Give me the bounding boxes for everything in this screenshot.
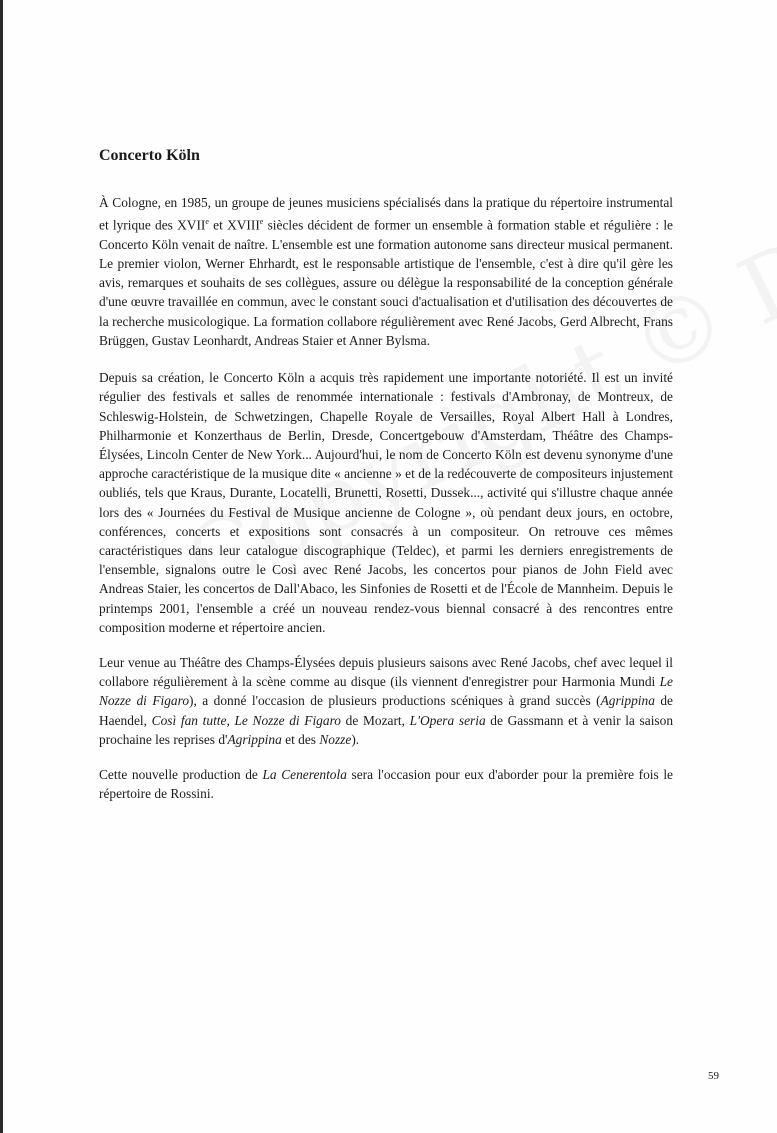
text-run: de Gassmann et à venir la saison prochaine les reprises d' xyxy=(99,712,674,747)
page-number: 59 xyxy=(708,1070,719,1082)
text-run: ), a donné l'occasion de plusieurs productions scéniques à grand succès ( xyxy=(189,693,601,709)
page-title: Concerto Köln xyxy=(99,147,200,164)
work-title: Le Nozze di Figaro xyxy=(99,674,673,709)
text-run: Depuis sa création, le Concerto Köln a acquis très rapidement une importante notoriété. Il est un invité régulier des festivals et salles de renommée internationale : festivals d'Ambronay, de Montreux, de Schleswig-Holstein, de Schwetzingen, Chapelle Royale de Versailles, Royal Albert Hall à Londres, Philharmonie et Konzerthaus de Berlin, Dresde, Concertgebouw d'Amsterdam, Théâtre des Champs-Élysées, Lincoln Center de New York... Aujourd'hui, le nom de Concerto Köln est devenu synonyme d'une approche caractéristique de la musique dite « ancienne » et de la redécouverte de compositeurs injustement oubliés, tels que Kraus, Durante, Locatelli, Brunetti, Rosetti, Dussek..., activité qui s'illustre chaque année lors des « Journées du Festival de Musique ancienne de Cologne », où pendant deux jours, en octobre, conférences, concerts et expositions sont consacrés à un compositeur. On retrouve ces mêmes caractéristiques dans leur catalogue discographique (Teldec), et parmi les derniers enregistrements de l'ensemble, signalons outre le Così avec René Jacobs, les concertos pour pianos de John Field avec Andreas Staier, les concertos de Dall'Abaco, les Sinfonies de Rosetti et de l'École de Mannheim. Depuis le printemps 2001, l'ensemble a créé un nouveau rendez-vous biennal consacré à des rencontres entre composition moderne et répertoire ancien. xyxy=(99,370,673,635)
work-title: Nozze xyxy=(319,731,352,747)
work-title: Agrippina xyxy=(600,693,655,709)
work-title: La Cenerentola xyxy=(262,766,347,782)
paragraph-reputation xyxy=(99,368,673,637)
paragraph-founding xyxy=(99,193,673,350)
article xyxy=(99,146,673,819)
century-superscript: e xyxy=(259,217,264,227)
text-run: Cette nouvelle production de xyxy=(99,766,263,782)
paragraph-theatre xyxy=(99,653,673,749)
work-title: Agrippina xyxy=(227,731,282,747)
text-run: sera l'occasion pour eux d'aborder pour la première fois le répertoire de Rossini. xyxy=(99,766,673,802)
page-edge xyxy=(0,0,3,1133)
text-run: de Mozart, xyxy=(340,712,410,728)
text-run: et XVIII xyxy=(208,217,260,233)
text-run: Leur venue au Théâtre des Champs-Élysées depuis plusieurs saisons avec René Jacobs, chef avec lequel il collabore régulièrement à la scène comme au disque (ils viennent d'enregistrer pour Harmonia Mundi xyxy=(99,654,673,690)
paragraph-cenerentola xyxy=(99,765,673,803)
text-run: siècles décident de former un ensemble à formation stable et régulière : le Concerto Köln venait de naître. L'ensemble est une formation autonome sans directeur musical permanent. Le premier violon, Werner Ehrhardt, est le responsable artistique de l'ensemble, c'est à dire qu'il gère les avis, remarques et souhaits de ses collègues, assure ou délègue la responsabilité de la conception générale d'une œuvre travaillée en commun, avec le constant souci d'actualisation et d'utilisation des découvertes de la recherche musicologique. La formation collabore régulièrement avec René Jacobs, Gerd Albrecht, Frans Brüggen, Gustav Leonhardt, Andreas Staier et Anner Bylsma. xyxy=(99,217,673,348)
work-title: L'Opera seria xyxy=(409,712,486,728)
work-title: Così fan tutte, Le Nozze di Figaro xyxy=(151,712,341,728)
century-superscript: e xyxy=(205,217,209,227)
text-run: de Haendel, xyxy=(99,693,673,728)
text-run: et des xyxy=(281,731,320,747)
text-run: ). xyxy=(351,731,360,747)
text-run: À Cologne, en 1985, un groupe de jeunes musiciens spécialisés dans la pratique du répertoire instrumental et lyrique des XVII xyxy=(99,195,673,233)
